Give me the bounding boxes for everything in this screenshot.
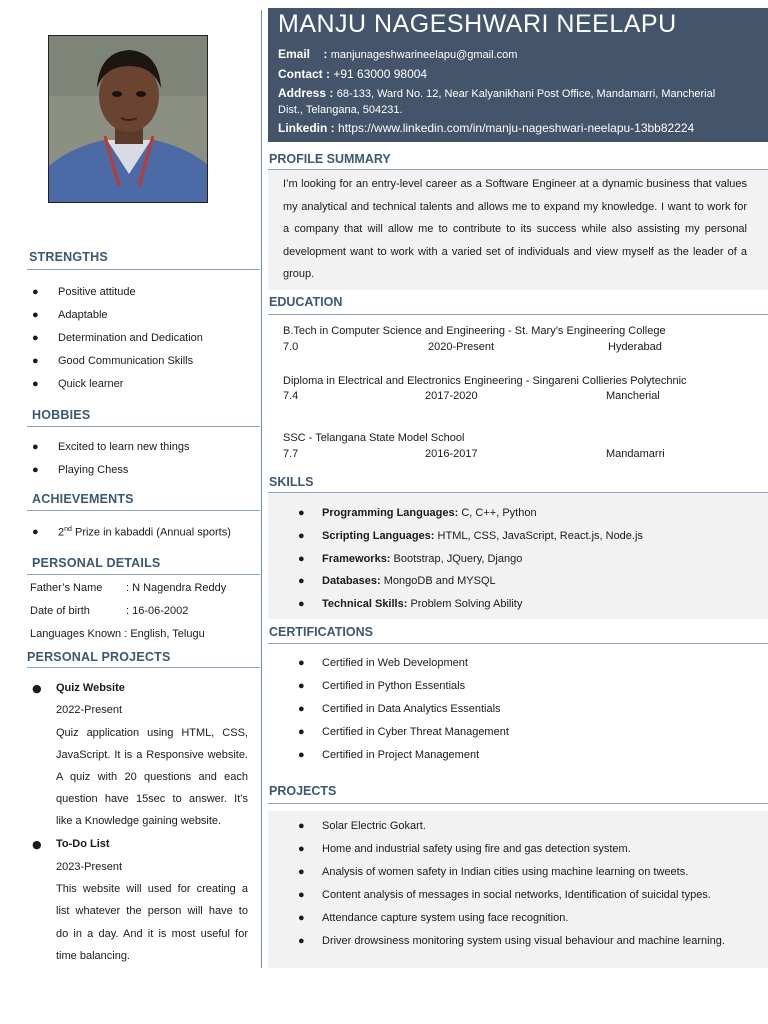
project-desc-line: question have 15sec to answer. It’s [56, 793, 248, 805]
education-place: Mancherial [606, 390, 660, 402]
bullet-icon: ● [32, 838, 42, 851]
address-row: Address : 68-133, Ward No. 12, Near Kalyanikhani Post Office, Mandamarri, Mancherial [278, 86, 716, 100]
project-period: 2022-Present [56, 704, 123, 716]
hobbies-title: HOBBIES [32, 408, 91, 422]
email-link[interactable]: manjunageshwarineelapu@gmail.com [330, 49, 518, 61]
bullet-icon: ● [298, 703, 305, 715]
education-score: 7.7 [283, 448, 299, 460]
education-title: EDUCATION [269, 295, 343, 309]
bullet-icon: ● [298, 507, 305, 519]
hobbies-divider [27, 426, 260, 427]
education-degree: Diploma in Electrical and Electronics Engineering - Singareni Collieries Polytechnic [283, 375, 687, 387]
address-row-2: Dist., Telangana, 504231. [278, 104, 403, 116]
bullet-icon: ● [32, 355, 39, 367]
personal-projects-divider [27, 667, 260, 668]
father-name-row: Father’s Name : N Nagendra Reddy [30, 582, 227, 594]
project-desc-line: like a Knowledge gaining website. [56, 815, 222, 827]
project-desc-line: JavaScript. It is a Responsive website. [56, 749, 248, 761]
project-desc-line: This website will used for creating a [56, 883, 248, 895]
projects-title: PROJECTS [269, 784, 337, 798]
education-place: Hyderabad [608, 341, 662, 353]
profile-summary-title: PROFILE SUMMARY [269, 152, 391, 166]
certifications-title: CERTIFICATIONS [269, 625, 373, 639]
education-period: 2017-2020 [425, 390, 478, 402]
projects-divider [268, 803, 768, 804]
personal-projects-title: PERSONAL PROJECTS [27, 650, 171, 664]
project-desc-line: Quiz application using HTML, CSS, [56, 727, 248, 739]
achievements-title: ACHIEVEMENTS [32, 492, 134, 506]
bullet-icon: ● [298, 726, 305, 738]
project-desc-line: do in a day. And it is most useful for [56, 928, 248, 940]
resume-header [268, 8, 768, 142]
bullet-icon: ● [298, 912, 305, 924]
bullet-icon: ● [298, 598, 305, 610]
project-desc-line: list whatever the person will have to [56, 905, 248, 917]
project-desc-line: time balancing. [56, 950, 130, 962]
education-divider [268, 314, 768, 315]
bullet-icon: ● [298, 866, 305, 878]
bullet-icon: ● [298, 843, 305, 855]
personal-details-divider [27, 574, 260, 575]
project-period: 2023-Present [56, 861, 123, 873]
bullet-icon: ● [32, 464, 39, 476]
project-desc-line: A quiz with 20 questions and each [56, 771, 248, 783]
education-score: 7.0 [283, 341, 299, 353]
bullet-icon: ● [298, 530, 305, 542]
candidate-name: MANJU NAGESHWARI NEELAPU [278, 10, 677, 38]
email-row: Email : manjunageshwarineelapu@gmail.com [278, 47, 518, 61]
education-period: 2020-Present [428, 341, 495, 353]
contact-row: Contact : +91 63000 98004 [278, 67, 428, 81]
bullet-icon: ● [32, 441, 39, 453]
education-place: Mandamarri [606, 448, 665, 460]
languages-row: Languages Known : English, Telugu [30, 628, 205, 640]
bullet-icon: ● [32, 378, 39, 390]
bullet-icon: ● [298, 935, 305, 947]
strengths-divider [27, 269, 260, 270]
dob-row: Date of birth : 16-06-2002 [30, 605, 189, 617]
strengths-title: STRENGTHS [29, 250, 108, 264]
personal-details-title: PERSONAL DETAILS [32, 556, 161, 570]
linkedin-link[interactable]: https://www.linkedin.com/in/manju-nageshwari-neelapu-13bb82224 [338, 121, 695, 135]
column-divider [261, 10, 262, 968]
profile-summary-text: I’m looking for an entry-level career as a Software Engineer at a dynamic business that values my analytical and technical talents and allows me to expand my knowledge. I want to work for a company that will allow me to contribute to its success while also assisting my personal development want to work with a varied set of individuals and view myself as the leader of a group. [283, 178, 747, 281]
bullet-icon: ● [32, 526, 39, 538]
bullet-icon: ● [298, 575, 305, 587]
bullet-icon: ● [32, 309, 39, 321]
education-degree: B.Tech in Computer Science and Engineering - St. Mary’s Engineering College [283, 325, 666, 337]
bullet-icon: ● [298, 553, 305, 565]
bullet-icon: ● [298, 680, 305, 692]
achievements-divider [27, 510, 260, 511]
project-name: Quiz Website [56, 682, 125, 694]
bullet-icon: ● [298, 657, 305, 669]
skills-title: SKILLS [269, 475, 314, 489]
education-score: 7.4 [283, 390, 299, 402]
bullet-icon: ● [32, 332, 39, 344]
certifications-divider [268, 643, 768, 644]
education-degree: SSC - Telangana State Model School [283, 432, 465, 444]
profile-photo [48, 35, 208, 203]
bullet-icon: ● [298, 820, 305, 832]
phone-number: +91 63000 98004 [333, 67, 428, 81]
bullet-icon: ● [298, 749, 305, 761]
project-name: To-Do List [56, 838, 110, 850]
bullet-icon: ● [32, 286, 39, 298]
bullet-icon: ● [32, 682, 42, 695]
linkedin-row: Linkedin : https://www.linkedin.com/in/manju-nageshwari-neelapu-13bb82224 [278, 121, 695, 135]
education-period: 2016-2017 [425, 448, 478, 460]
bullet-icon: ● [298, 889, 305, 901]
